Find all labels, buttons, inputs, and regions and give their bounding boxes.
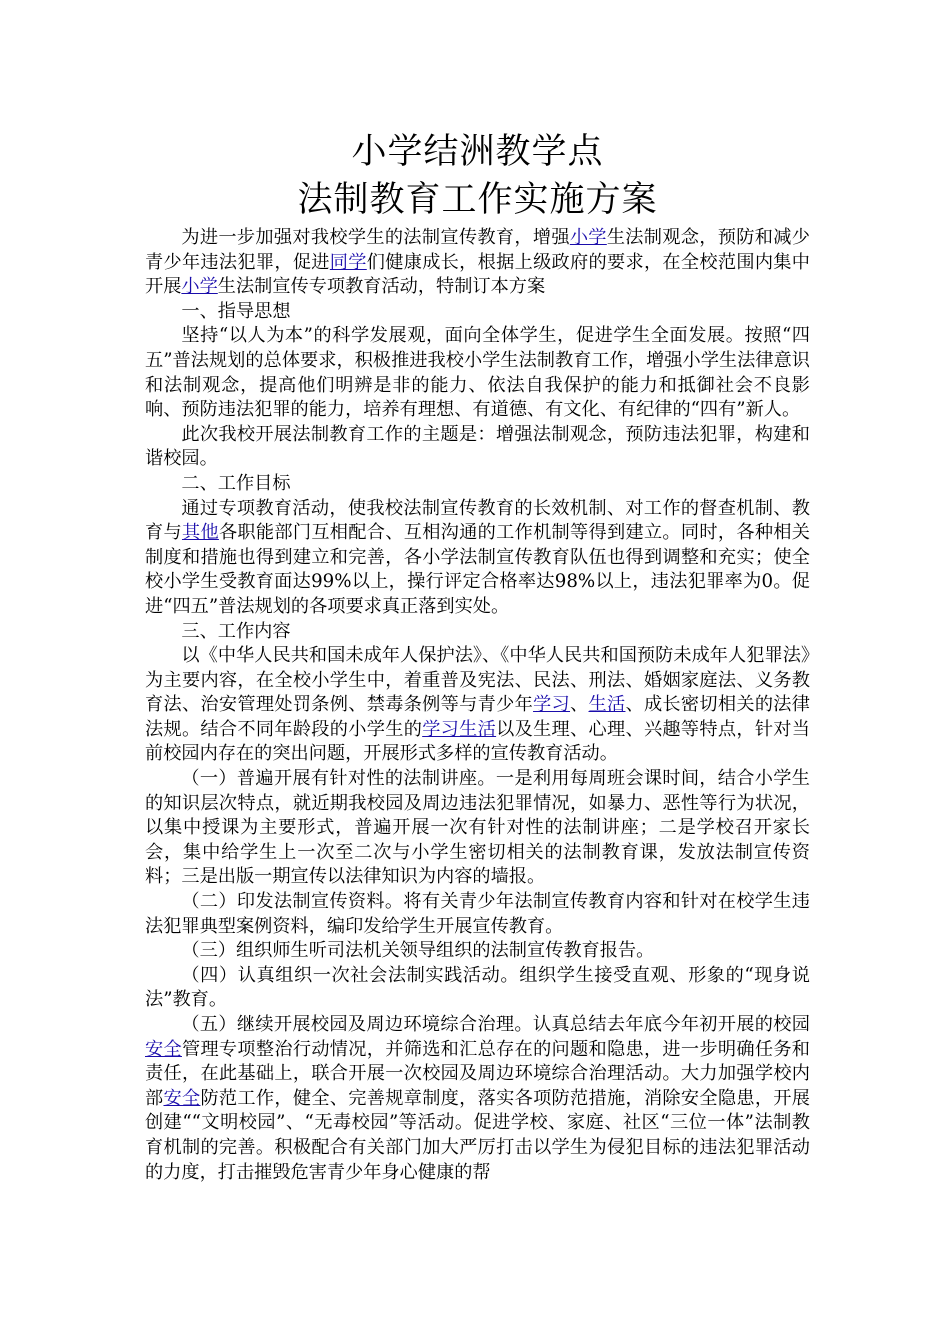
item-1-paragraph: （一）普遍开展有针对性的法制讲座。一是利用每周班会课时间，结合小学生的知识层次特点，就近期我校园及周边违法犯罪情况，如暴力、恶性等行为状况，以集中授课为主要形式，普遍开展一次有针对性的法制讲座；二是学校召开家长会，集中给学生上一次至二次与小学生密切相关的法制教育课，发放法制宣传资料；三是出版一期宣传以法律知识为内容的墙报。 <box>145 768 810 888</box>
link-xuexi[interactable]: 学习 <box>533 694 571 716</box>
document-page <box>145 128 810 1185</box>
content-text: 、 <box>570 694 589 716</box>
item-4-paragraph: （四）认真组织一次社会法制实践活动。组织学生接受直观、形象的“现身说法”教育。 <box>145 964 810 1011</box>
document-body <box>145 226 810 1185</box>
item-5-paragraph <box>145 1013 810 1185</box>
item-5-text: 管理专项整治行动情况，并筛选和汇总存在的问题和隐患，进一步明确任务和责任，在此基础上，联合开展一次校园及周边环境综合治理活动。大力加强学校内部 <box>145 1038 810 1109</box>
item-5-text: 防范工作，健全、完善规章制度，落实各项防范措施，消除安全隐患，开展创建““文明校园”、“无毒校园”等活动。促进学校、家庭、社区“三位一体”法制教育机制的完善。积极配合有关部门加大严厉打击以学生为侵犯目标的违法犯罪活动的力度，打击摧毁危害青少年身心健康的帮 <box>145 1087 810 1183</box>
item-3-paragraph: （三）组织师生听司法机关领导组织的法制宣传教育报告。 <box>181 940 655 962</box>
heading-work-goals: 二、工作目标 <box>181 472 291 494</box>
link-xiaoxue[interactable]: 小学 <box>569 227 607 248</box>
link-anquan[interactable]: 安全 <box>145 1038 182 1060</box>
item-5-text: （五）继续开展校园及周边环境综合治理。认真总结去年底今年初开展的校园 <box>181 1014 810 1035</box>
intro-paragraph <box>145 226 810 300</box>
link-shenghuo[interactable]: 生活 <box>588 694 626 716</box>
title-line-2: 法制教育工作实施方案 <box>297 180 658 220</box>
link-anquan[interactable]: 安全 <box>163 1087 201 1109</box>
content-text: 以《中华人民共和国未成年人保护法》、《中华人民共和国预防未成年人犯罪法》为主要内容，在全校小学生中，着重普及宪法、民法、刑法、婚姻家庭法、义务教育法、治安管理处罚条例、禁毒条例等与青少年 <box>145 645 810 716</box>
content-text: 、成长密切相关的法律法规。结合不同年龄段的小学生的 <box>145 694 810 740</box>
intro-text: 为进一步加强对我校学生的法制宣传教育，增强 <box>181 227 570 248</box>
content-paragraph <box>145 644 810 767</box>
intro-text: 生法制观念，预防和减少青少年违法犯罪，促进 <box>145 227 810 273</box>
link-tongxue[interactable]: 同学 <box>329 251 367 273</box>
intro-text: 生法制宣传专项教育活动，特制订本方案 <box>217 276 546 298</box>
title-line-1: 小学结洲教学点 <box>351 132 604 172</box>
goals-text: 各职能部门互相配合、互相沟通的工作机制等得到建立。同时，各种相关制度和措施也得到建立和完善，各小学法制宣传教育队伍也得到调整和充实；使全校小学生受教育面达99%以上，操行评定合格率达98%以上，违法犯罪率为0。促进“四五”普法规划的各项要求真正落到实处。 <box>145 522 810 617</box>
link-xuexi-shenghuo[interactable]: 学习生活 <box>422 718 497 740</box>
heading-work-content: 三、工作内容 <box>181 620 291 642</box>
link-qita[interactable]: 其他 <box>181 522 219 544</box>
goals-text: 通过专项教育活动，使我校法制宣传教育的长效机制、对工作的督查机制、教育与 <box>145 497 810 544</box>
goals-paragraph <box>145 497 810 620</box>
link-xiaoxue[interactable]: 小学 <box>181 276 218 298</box>
heading-guiding-thought: 一、指导思想 <box>181 300 291 322</box>
theme-paragraph: 此次我校开展法制教育工作的主题是：增强法制观念，预防违法犯罪，构建和谐校园。 <box>145 423 810 470</box>
guiding-paragraph: 坚持“以人为本”的科学发展观，面向全体学生，促进学生全面发展。按照“四五”普法规划的总体要求，积极推进我校小学生法制教育工作，增强小学生法律意识和法制观念，提高他们明辨是非的能力、依法自我保护的能力和抵御社会不良影响、预防违法犯罪的能力，培养有理想、有道德、有文化、有纪律的“四有”新人。 <box>145 325 810 421</box>
intro-text: 们健康成长，根据上级政府的要求，在全校范围内集中开展 <box>145 251 810 298</box>
content-text: 以及生理、心理、兴趣等特点，针对当前校园内存在的突出问题，开展形式多样的宣传教育活动。 <box>145 718 810 765</box>
item-2-paragraph: （二）印发法制宣传资料。将有关青少年法制宣传教育内容和针对在校学生违法犯罪典型案例资料，编印发给学生开展宣传教育。 <box>145 891 810 937</box>
